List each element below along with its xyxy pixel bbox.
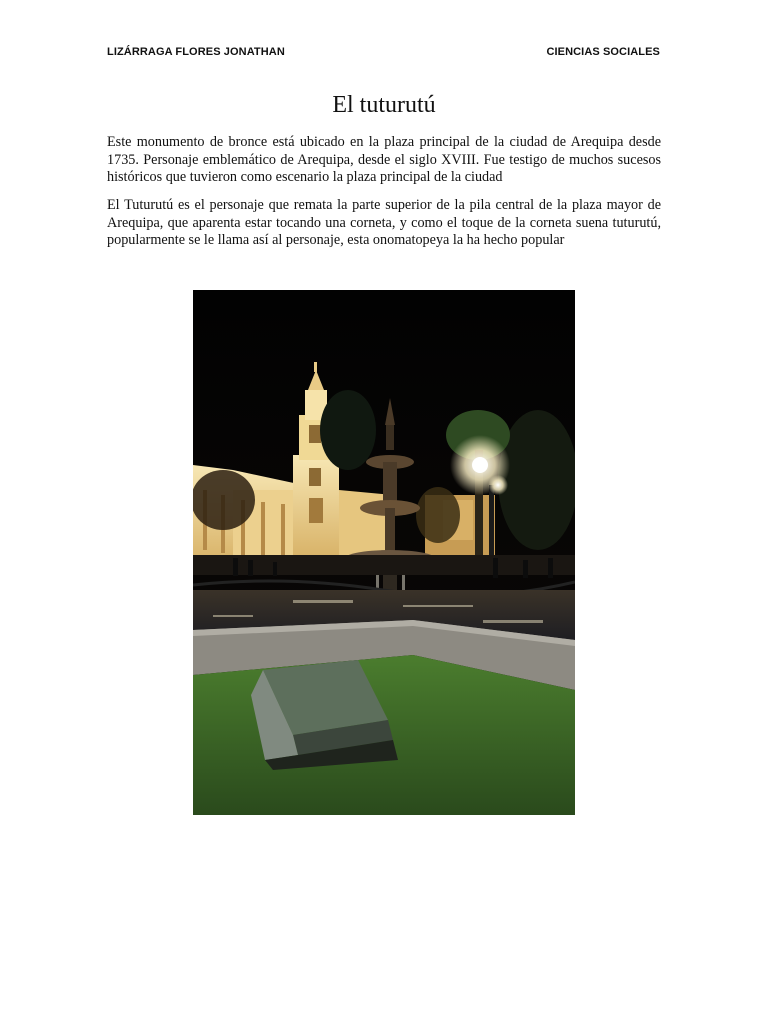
page-header	[107, 46, 660, 62]
paragraph-2: El Tuturutú es el personaje que remata la parte superior de la pila central de la plaza mayor de Arequipa, que aparenta estar tocando una corneta, y como el toque de la corneta suena tuturutú, popularmente se le llama así al personaje, esta onomatopeya la ha hecho popular	[107, 197, 661, 248]
header-author: LIZÁRRAGA FLORES JONATHAN	[107, 46, 285, 58]
plaza-fountain-photo	[193, 290, 575, 815]
paragraph-1: Este monumento de bronce está ubicado en la plaza principal de la ciudad de Arequipa desde 1735. Personaje emblemático de Arequipa, desde el siglo XVIII. Fue testigo de muchos sucesos históricos que tuvieron como escenario la plaza principal de la ciudad	[107, 134, 661, 185]
document-title: El tuturutú	[332, 92, 436, 118]
header-subject: CIENCIAS SOCIALES	[546, 46, 660, 58]
